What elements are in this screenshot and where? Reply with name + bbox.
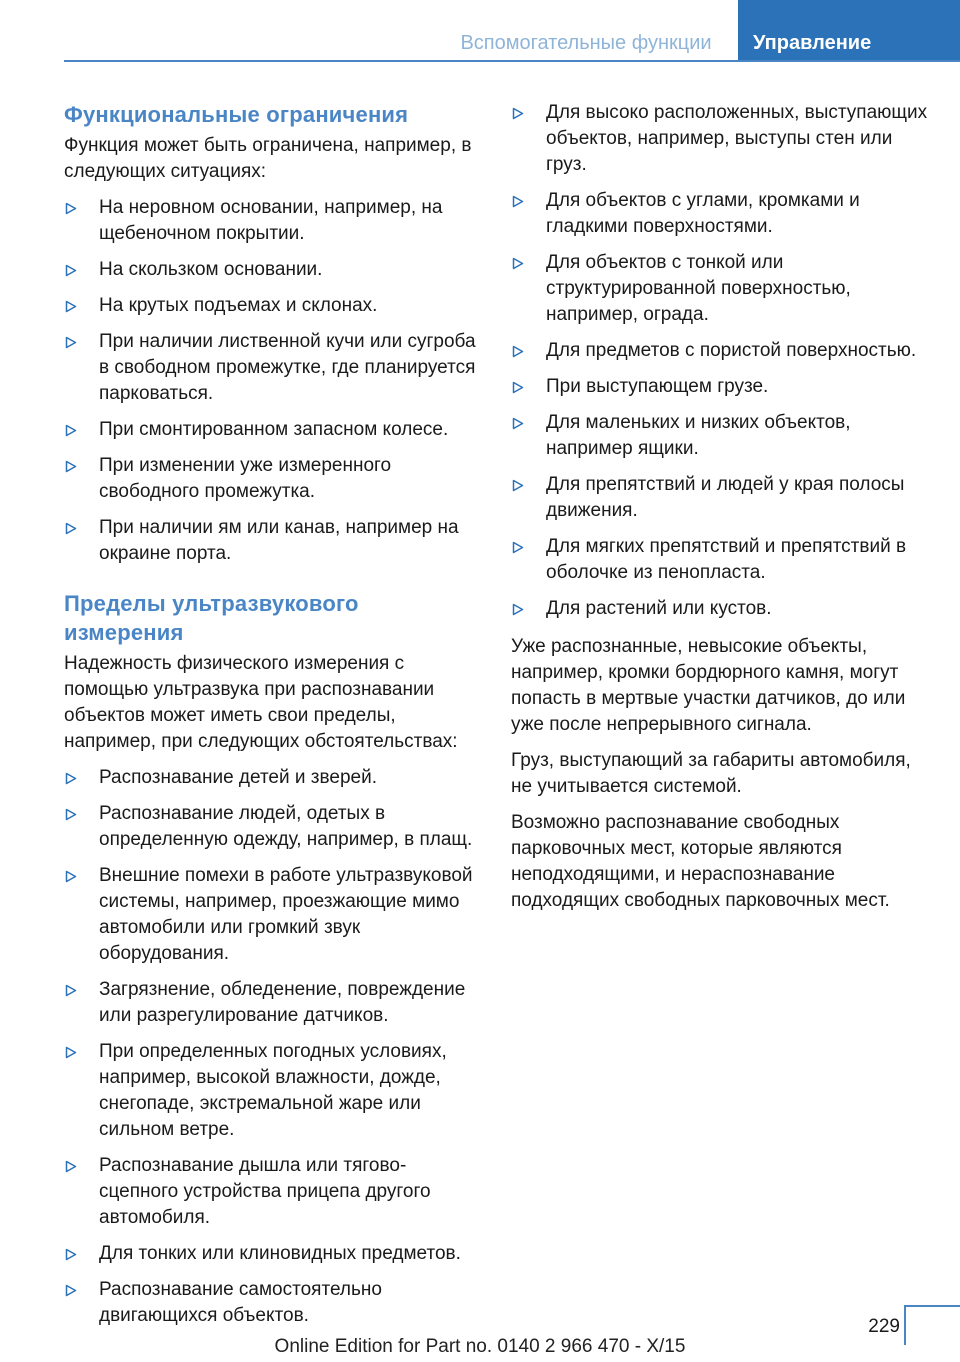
triangle-bullet-icon	[65, 1277, 79, 1303]
header-chapter-tab: Управление	[738, 0, 960, 60]
list-item-text: Внешние помехи в работе ультразвуковой системы, например, проезжающие мимо автомобили или громкий звук оборудования.	[99, 865, 473, 964]
triangle-bullet-icon	[512, 100, 526, 126]
section-intro: Надежность физического измерения с помощью ультразвука при распознавании объектов может иметь свои пределы, например, при следующих обстоятельствах:	[64, 653, 458, 752]
triangle-bullet-icon	[65, 1153, 79, 1179]
edition-footer: Online Edition for Part no. 0140 2 966 470 - X/15	[274, 1336, 686, 1357]
section-title-functional-limits: Функциональные ограничения	[64, 102, 409, 127]
list-item	[511, 410, 931, 462]
list-item-text: Для предметов с пористой поверхностью.	[546, 340, 917, 361]
list-item	[511, 188, 931, 240]
list-item-text: Распознавание детей и зверей.	[99, 767, 377, 788]
footer-rule	[904, 1305, 960, 1307]
triangle-bullet-icon	[65, 417, 79, 443]
list-item-text: При наличии ям или канав, например на окраине порта.	[99, 517, 459, 564]
list-item	[64, 801, 484, 853]
list-item-text: Распознавание людей, одетых в определенную одежду, например, в плащ.	[99, 803, 473, 850]
bullet-list-ultrasonic-limits	[64, 765, 484, 1329]
body-paragraph: Груз, выступающий за габариты автомобиля, не учитывается системой.	[511, 750, 911, 797]
triangle-bullet-icon	[65, 1039, 79, 1065]
list-item-text: При смонтированном запасном колесе.	[99, 419, 449, 440]
triangle-bullet-icon	[65, 195, 79, 221]
list-item	[511, 338, 931, 364]
list-item	[511, 596, 931, 622]
list-item-text: Для растений или кустов.	[546, 598, 772, 619]
bullet-list-functional-limits	[64, 195, 484, 567]
list-item	[64, 1277, 484, 1329]
list-item-text: При изменении уже измеренного свободного промежутка.	[99, 455, 392, 502]
bullet-list-continued	[511, 100, 931, 622]
triangle-bullet-icon	[65, 257, 79, 283]
list-item-text: Для объектов с тонкой или структурированной поверхностью, например, ограда.	[546, 252, 851, 325]
list-item-text: Для тонких или клиновидных предметов.	[99, 1243, 461, 1264]
list-item-text: При выступающем грузе.	[546, 376, 769, 397]
list-item-text: На крутых подъемах и склонах.	[99, 295, 378, 316]
list-item	[64, 1241, 484, 1267]
list-item-text: При определенных погодных условиях, например, высокой влажности, дожде, снегопаде, экстремальной жаре или сильном ветре.	[99, 1041, 447, 1140]
list-item-text: Для маленьких и низких объектов, например ящики.	[546, 412, 851, 459]
list-item	[64, 863, 484, 967]
triangle-bullet-icon	[512, 250, 526, 276]
header-section-title: Вспомогательные функции	[460, 32, 712, 54]
body-paragraph: Возможно распознавание свободных парковочных мест, которые являются неподходящими, и нераспознавание подходящих свободных парковочных мест.	[511, 812, 890, 911]
list-item	[511, 100, 931, 178]
left-column	[64, 100, 484, 1341]
closing-paragraphs	[511, 634, 931, 914]
list-item	[64, 257, 484, 283]
triangle-bullet-icon	[512, 410, 526, 436]
page-header	[0, 0, 960, 62]
list-item-text: Для высоко расположенных, выступающих объектов, например, выступы стен или груз.	[546, 102, 928, 175]
list-item	[64, 977, 484, 1029]
list-item-text: Для препятствий и людей у края полосы движения.	[546, 474, 905, 521]
list-item	[64, 453, 484, 505]
list-item	[511, 250, 931, 328]
list-item	[64, 195, 484, 247]
section-title-ultrasonic-limits: Пределы ультразвукового измерения	[64, 591, 359, 645]
triangle-bullet-icon	[512, 472, 526, 498]
list-item	[64, 1039, 484, 1143]
triangle-bullet-icon	[65, 453, 79, 479]
triangle-bullet-icon	[65, 863, 79, 889]
list-item	[511, 472, 931, 524]
triangle-bullet-icon	[65, 765, 79, 791]
list-item-text: Для объектов с углами, кромками и гладкими поверхностями.	[546, 190, 860, 237]
triangle-bullet-icon	[512, 534, 526, 560]
triangle-bullet-icon	[65, 801, 79, 827]
list-item	[64, 515, 484, 567]
triangle-bullet-icon	[65, 329, 79, 355]
triangle-bullet-icon	[65, 1241, 79, 1267]
triangle-bullet-icon	[512, 338, 526, 364]
list-item	[64, 329, 484, 407]
list-item-text: Распознавание дышла или тягово-сцепного устройства прицепа другого автомобиля.	[99, 1155, 431, 1228]
triangle-bullet-icon	[65, 977, 79, 1003]
list-item-text: На скользком основании.	[99, 259, 323, 280]
triangle-bullet-icon	[512, 596, 526, 622]
list-item-text: Для мягких препятствий и препятствий в оболочке из пенопласта.	[546, 536, 907, 583]
list-item-text: При наличии лиственной кучи или сугроба в свободном промежутке, где планируется парковаться.	[99, 331, 476, 404]
page-number: 229	[868, 1316, 900, 1337]
list-item-text: Загрязнение, обледенение, повреждение или разрегулирование датчиков.	[99, 979, 466, 1026]
list-item	[64, 1153, 484, 1231]
list-item	[511, 534, 931, 586]
header-rule	[64, 60, 960, 62]
right-column	[511, 100, 931, 924]
list-item	[511, 374, 931, 400]
list-item-text: Распознавание самостоятельно двигающихся объектов.	[99, 1279, 382, 1326]
list-item-text: На неровном основании, например, на щебеночном покрытии.	[99, 197, 443, 244]
list-item	[64, 417, 484, 443]
triangle-bullet-icon	[65, 293, 79, 319]
section-intro: Функция может быть ограничена, например, в следующих ситуациях:	[64, 135, 472, 182]
triangle-bullet-icon	[512, 374, 526, 400]
list-item	[64, 293, 484, 319]
triangle-bullet-icon	[65, 515, 79, 541]
triangle-bullet-icon	[512, 188, 526, 214]
body-paragraph: Уже распознанные, невысокие объекты, например, кромки бордюрного камня, могут попасть в мертвые участки датчиков, до или уже после непрерывного сигнала.	[511, 636, 906, 735]
list-item	[64, 765, 484, 791]
